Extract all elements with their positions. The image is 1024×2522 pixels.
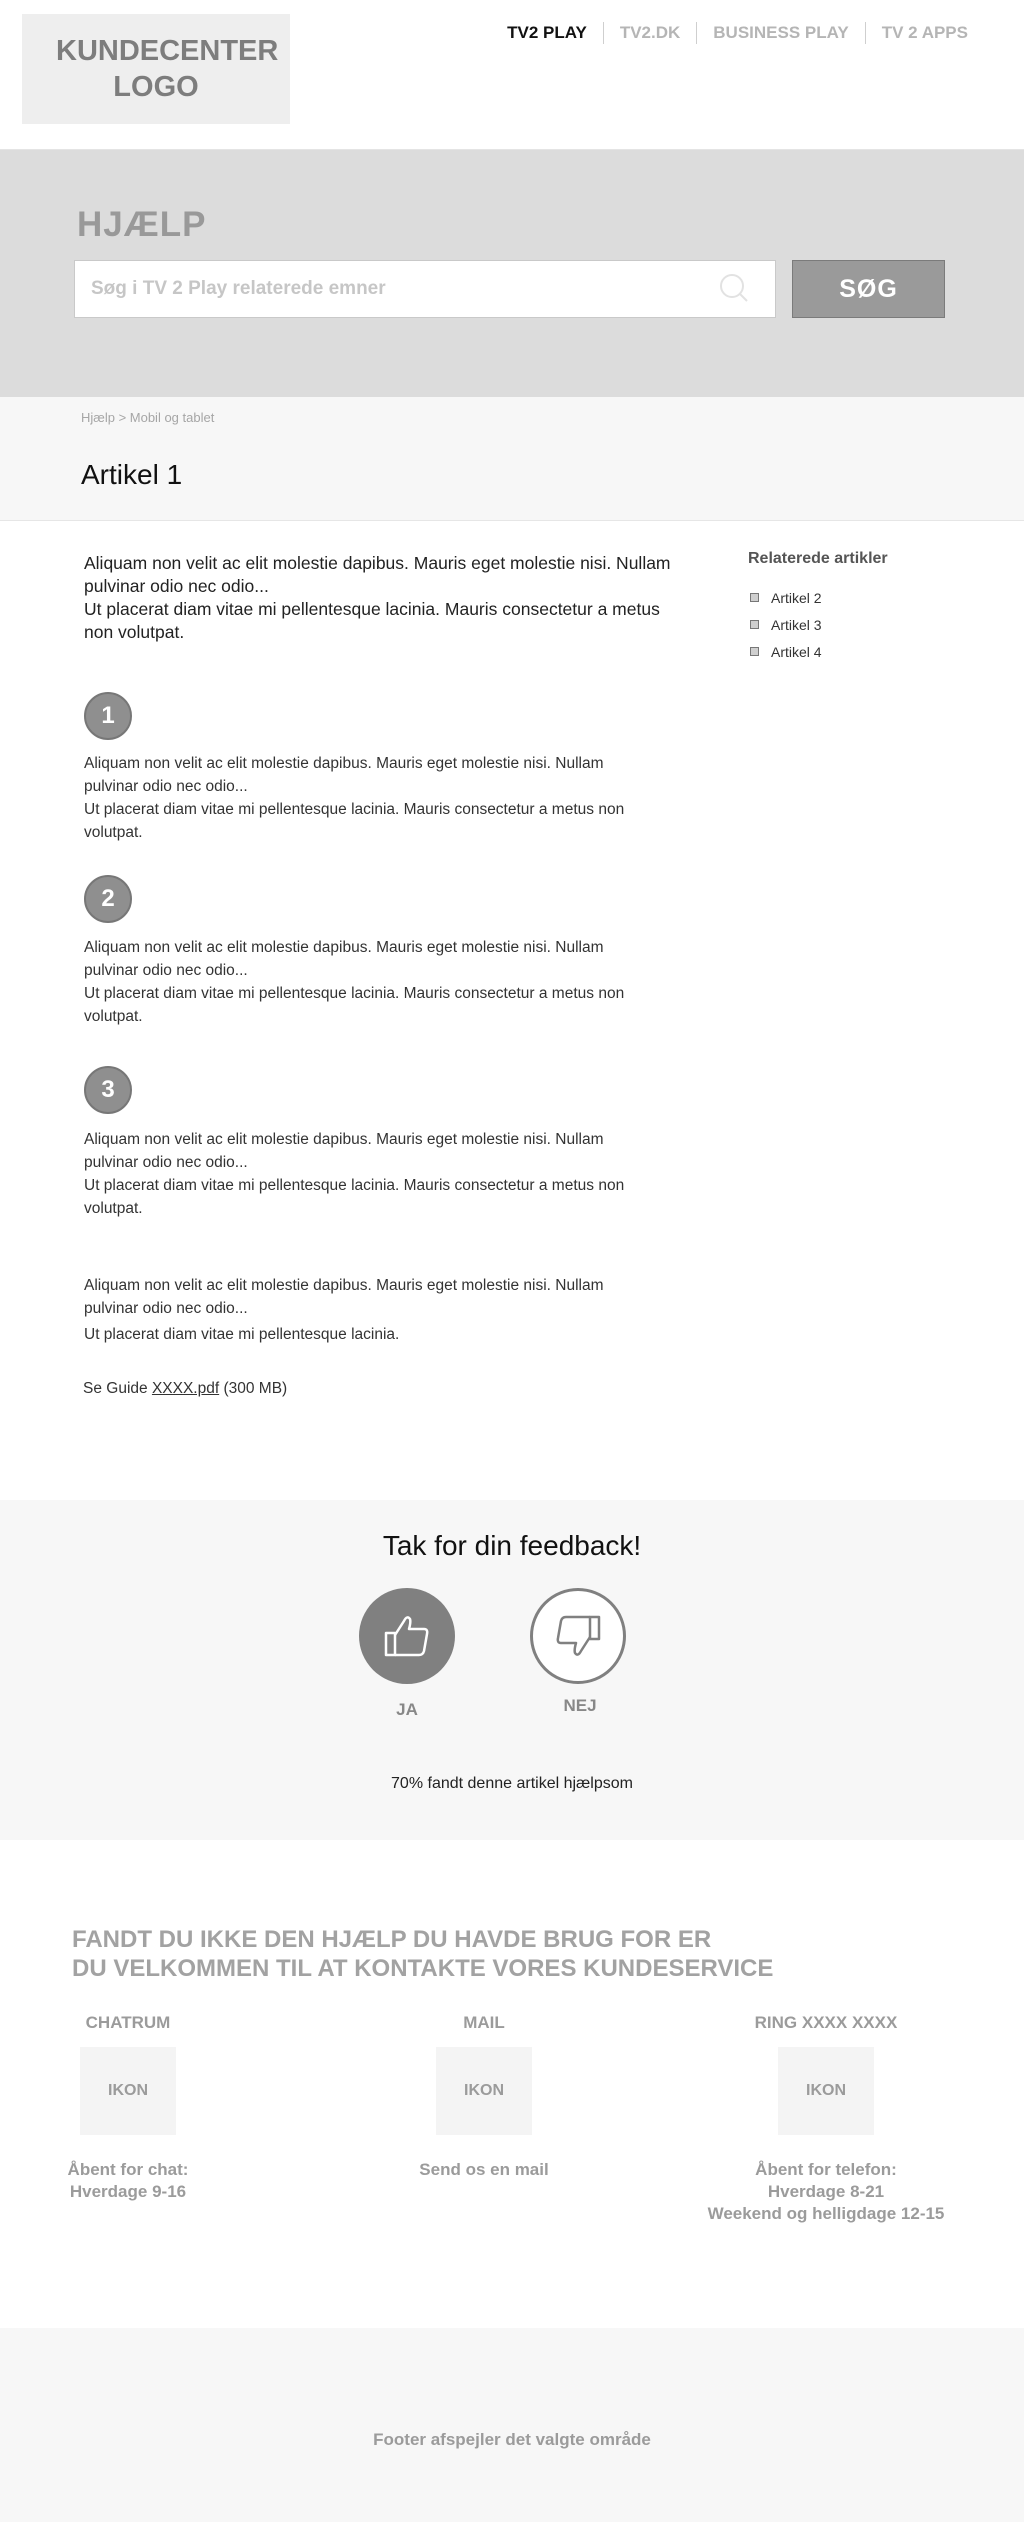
mail-desc: Send os en mail xyxy=(419,2160,549,2179)
outro-text-2: Ut placerat diam vitae mi pellentesque lacinia. xyxy=(84,1326,400,1343)
article-header xyxy=(0,397,1024,521)
chat-hours: Åbent for chat: Hverdage 9-16 xyxy=(67,2160,189,2201)
bullet-icon xyxy=(750,647,759,656)
top-navigation xyxy=(491,22,984,44)
mail-icon: IKON xyxy=(436,2047,532,2135)
contact-phone[interactable] xyxy=(676,2013,976,2225)
contact-heading-line-1: FANDT DU IKKE DEN HJÆLP DU HAVDE BRUG FOR ER xyxy=(72,1926,712,1953)
guide-line xyxy=(83,1380,287,1398)
step-3-badge: 3 xyxy=(84,1066,132,1114)
related-article-label: Artikel 4 xyxy=(771,643,822,660)
step-2-badge: 2 xyxy=(84,875,132,923)
phone-hours: Åbent for telefon: Hverdage 8-21 Weekend og helligdage 12-15 xyxy=(707,2160,945,2223)
guide-prefix: Se Guide xyxy=(83,1380,152,1397)
phone-title: RING XXXX XXXX xyxy=(754,2013,898,2032)
mail-title: MAIL xyxy=(463,2013,505,2032)
contact-chat[interactable] xyxy=(0,2013,278,2203)
helpful-stat: 70% fandt denne artikel hjælpsom xyxy=(391,1775,633,1792)
search-button[interactable]: SØG xyxy=(792,260,945,318)
article-intro xyxy=(84,552,674,644)
nav-business-play[interactable]: BUSINESS PLAY xyxy=(696,22,864,44)
phone-icon: IKON xyxy=(778,2047,874,2135)
bullet-icon xyxy=(750,593,759,602)
contact-heading xyxy=(72,1925,773,1983)
outro-text: Aliquam non velit ac elit molestie dapibus. Mauris eget molestie nisi. Nullam pulvinar odio nec odio... xyxy=(84,1277,604,1317)
search-input[interactable]: Søg i TV 2 Play relaterede emner xyxy=(74,260,776,318)
contact-mail[interactable] xyxy=(334,2013,634,2181)
site-footer xyxy=(0,2328,1024,2522)
nav-tv2-dk[interactable]: TV2.DK xyxy=(603,22,696,44)
article-title: Artikel 1 xyxy=(81,459,183,490)
related-article-item[interactable] xyxy=(750,611,822,638)
feedback-title: Tak for din feedback! xyxy=(382,1530,642,1561)
related-articles-list xyxy=(750,584,822,665)
search-icon[interactable] xyxy=(718,272,750,304)
nav-tv2-play[interactable]: TV2 PLAY xyxy=(507,23,587,42)
related-article-label: Artikel 2 xyxy=(771,589,822,606)
hero-title: HJÆLP xyxy=(77,205,207,244)
step-2-text: Aliquam non velit ac elit molestie dapibus. Mauris eget molestie nisi. Nullam pulvinar odio nec odio... Ut placerat diam vitae mi pellentesque lacinia. Mauris consectetur a metus non volutpat. xyxy=(84,939,625,1025)
thumbs-up-icon xyxy=(382,1613,432,1659)
feedback-section xyxy=(0,1500,1024,1840)
logo-text: KUNDECENTER LOGO xyxy=(56,35,279,103)
related-article-item[interactable] xyxy=(750,638,822,665)
thumbs-down-button[interactable] xyxy=(530,1588,626,1684)
related-article-label: Artikel 3 xyxy=(771,616,822,633)
guide-size: (300 MB) xyxy=(219,1380,288,1397)
site-header xyxy=(0,0,1024,150)
footer-text: Footer afspejler det valgte område xyxy=(373,2430,651,2449)
thumbs-up-button[interactable] xyxy=(359,1588,455,1684)
related-article-item[interactable] xyxy=(750,584,822,611)
guide-pdf-link[interactable]: XXXX.pdf xyxy=(151,1380,220,1397)
step-1-text: Aliquam non velit ac elit molestie dapibus. Mauris eget molestie nisi. Nullam pulvinar odio nec odio... Ut placerat diam vitae mi pellentesque lacinia. Mauris consectetur a metus non volutpat. xyxy=(84,755,625,841)
breadcrumb[interactable]: Hjælp > Mobil og tablet xyxy=(81,410,215,425)
step-3-text: Aliquam non velit ac elit molestie dapibus. Mauris eget molestie nisi. Nullam pulvinar odio nec odio... Ut placerat diam vitae mi pellentesque lacinia. Mauris consectetur a metus non volutpat. xyxy=(84,1131,625,1217)
kundecenter-logo[interactable] xyxy=(22,14,290,124)
chat-icon: IKON xyxy=(80,2047,176,2135)
chat-title: CHATRUM xyxy=(85,2013,171,2032)
contact-heading-line-2: DU VELKOMMEN TIL AT KONTAKTE VORES KUNDESERVICE xyxy=(72,1955,774,1982)
yes-label: JA xyxy=(396,1700,418,1719)
intro-text: Aliquam non velit ac elit molestie dapibus. Mauris eget molestie nisi. Nullam pulvinar odio nec odio... Ut placerat diam vitae mi pellentesque lacinia. Mauris consectetur a metus non volutpat. xyxy=(84,553,671,642)
related-articles-title: Relaterede artikler xyxy=(748,550,888,567)
step-1-badge: 1 xyxy=(84,692,132,740)
no-label: NEJ xyxy=(563,1696,597,1715)
thumbs-down-icon xyxy=(553,1613,603,1659)
bullet-icon xyxy=(750,620,759,629)
nav-tv2-apps[interactable]: TV 2 APPS xyxy=(865,22,984,44)
help-hero xyxy=(0,150,1024,397)
